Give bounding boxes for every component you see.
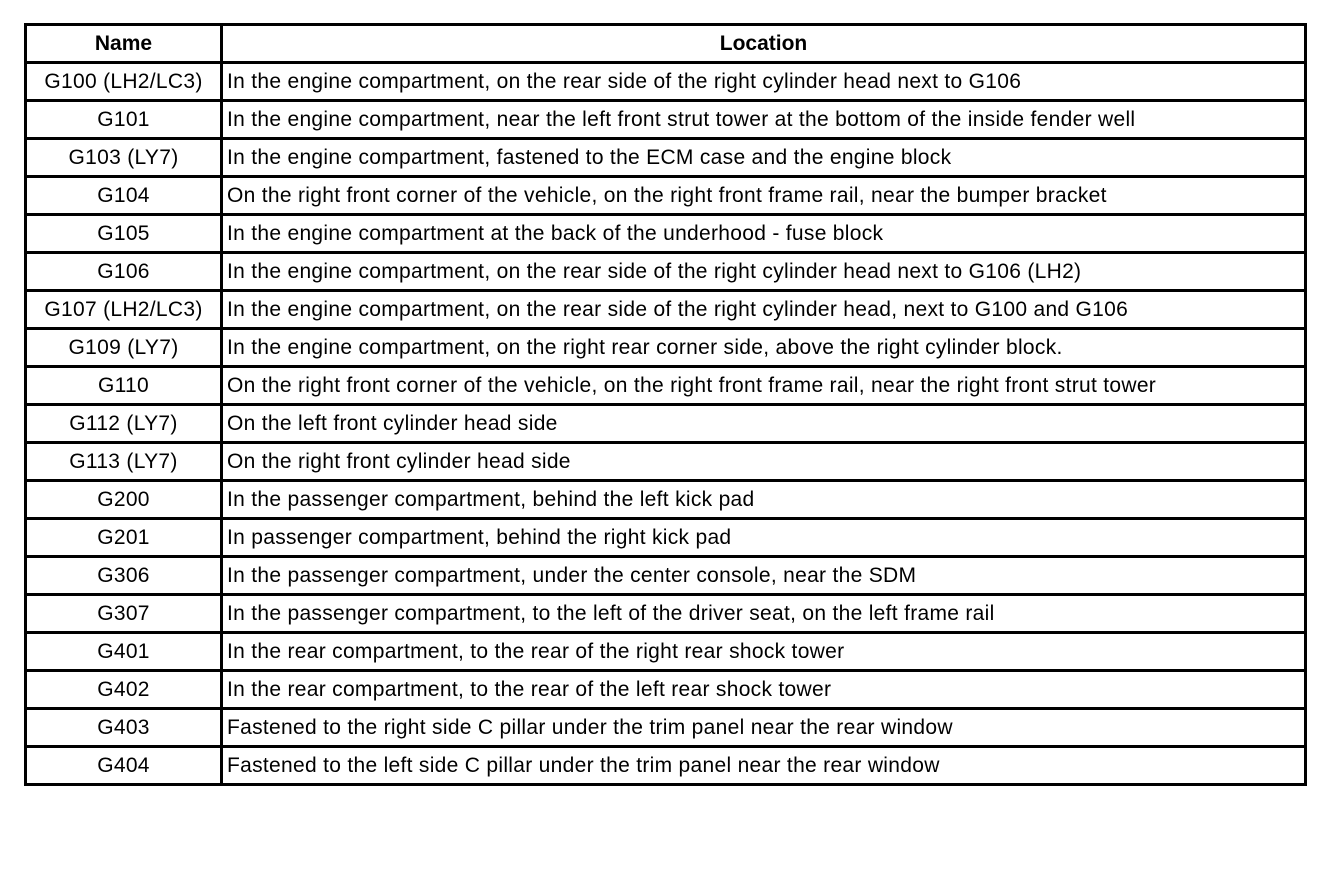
- table-row: [26, 177, 1306, 215]
- ground-locations-document: [24, 23, 1304, 786]
- table-row: [26, 63, 1306, 101]
- table-row: [26, 671, 1306, 709]
- table-row: [26, 215, 1306, 253]
- ground-name-cell: G100 (LH2/LC3): [26, 63, 222, 101]
- table-header-row: [26, 25, 1306, 63]
- ground-location-cell: On the right front corner of the vehicle, on the right front frame rail, near the right front strut tower: [222, 367, 1306, 405]
- ground-name-cell: G113 (LY7): [26, 443, 222, 481]
- ground-name-cell: G110: [26, 367, 222, 405]
- table-body: [26, 63, 1306, 785]
- ground-name-cell: G402: [26, 671, 222, 709]
- table-row: [26, 253, 1306, 291]
- ground-name-cell: G401: [26, 633, 222, 671]
- ground-name-cell: G105: [26, 215, 222, 253]
- ground-name-cell: G201: [26, 519, 222, 557]
- ground-location-cell: In passenger compartment, behind the right kick pad: [222, 519, 1306, 557]
- ground-location-cell: Fastened to the right side C pillar under the trim panel near the rear window: [222, 709, 1306, 747]
- ground-location-cell: In the engine compartment, near the left front strut tower at the bottom of the inside fender well: [222, 101, 1306, 139]
- ground-location-cell: In the passenger compartment, under the center console, near the SDM: [222, 557, 1306, 595]
- table-row: [26, 139, 1306, 177]
- ground-location-cell: In the engine compartment, on the rear side of the right cylinder head next to G106: [222, 63, 1306, 101]
- table-row: [26, 367, 1306, 405]
- table-row: [26, 747, 1306, 785]
- ground-name-cell: G106: [26, 253, 222, 291]
- ground-name-cell: G306: [26, 557, 222, 595]
- ground-location-cell: In the engine compartment, on the rear side of the right cylinder head, next to G100 and G106: [222, 291, 1306, 329]
- ground-location-cell: In the rear compartment, to the rear of the left rear shock tower: [222, 671, 1306, 709]
- ground-location-cell: In the engine compartment at the back of the underhood - fuse block: [222, 215, 1306, 253]
- ground-name-cell: G200: [26, 481, 222, 519]
- table-row: [26, 101, 1306, 139]
- table-row: [26, 557, 1306, 595]
- ground-location-cell: In the engine compartment, on the right rear corner side, above the right cylinder block.: [222, 329, 1306, 367]
- ground-location-cell: In the engine compartment, fastened to the ECM case and the engine block: [222, 139, 1306, 177]
- table-row: [26, 519, 1306, 557]
- ground-location-cell: On the right front cylinder head side: [222, 443, 1306, 481]
- ground-name-cell: G112 (LY7): [26, 405, 222, 443]
- table-row: [26, 633, 1306, 671]
- table-row: [26, 291, 1306, 329]
- ground-location-cell: In the rear compartment, to the rear of the right rear shock tower: [222, 633, 1306, 671]
- ground-location-cell: Fastened to the left side C pillar under the trim panel near the rear window: [222, 747, 1306, 785]
- table-row: [26, 481, 1306, 519]
- ground-name-cell: G104: [26, 177, 222, 215]
- ground-name-cell: G403: [26, 709, 222, 747]
- ground-location-cell: On the left front cylinder head side: [222, 405, 1306, 443]
- table-row: [26, 595, 1306, 633]
- table-row: [26, 329, 1306, 367]
- ground-name-cell: G404: [26, 747, 222, 785]
- ground-location-cell: In the engine compartment, on the rear side of the right cylinder head next to G106 (LH2): [222, 253, 1306, 291]
- ground-name-cell: G307: [26, 595, 222, 633]
- ground-name-cell: G109 (LY7): [26, 329, 222, 367]
- ground-locations-table: [24, 23, 1307, 786]
- table-row: [26, 443, 1306, 481]
- column-header-name: Name: [26, 25, 222, 63]
- ground-name-cell: G103 (LY7): [26, 139, 222, 177]
- ground-name-cell: G101: [26, 101, 222, 139]
- ground-location-cell: In the passenger compartment, to the left of the driver seat, on the left frame rail: [222, 595, 1306, 633]
- ground-location-cell: On the right front corner of the vehicle, on the right front frame rail, near the bumper bracket: [222, 177, 1306, 215]
- column-header-location: Location: [222, 25, 1306, 63]
- table-row: [26, 709, 1306, 747]
- ground-location-cell: In the passenger compartment, behind the left kick pad: [222, 481, 1306, 519]
- ground-name-cell: G107 (LH2/LC3): [26, 291, 222, 329]
- table-row: [26, 405, 1306, 443]
